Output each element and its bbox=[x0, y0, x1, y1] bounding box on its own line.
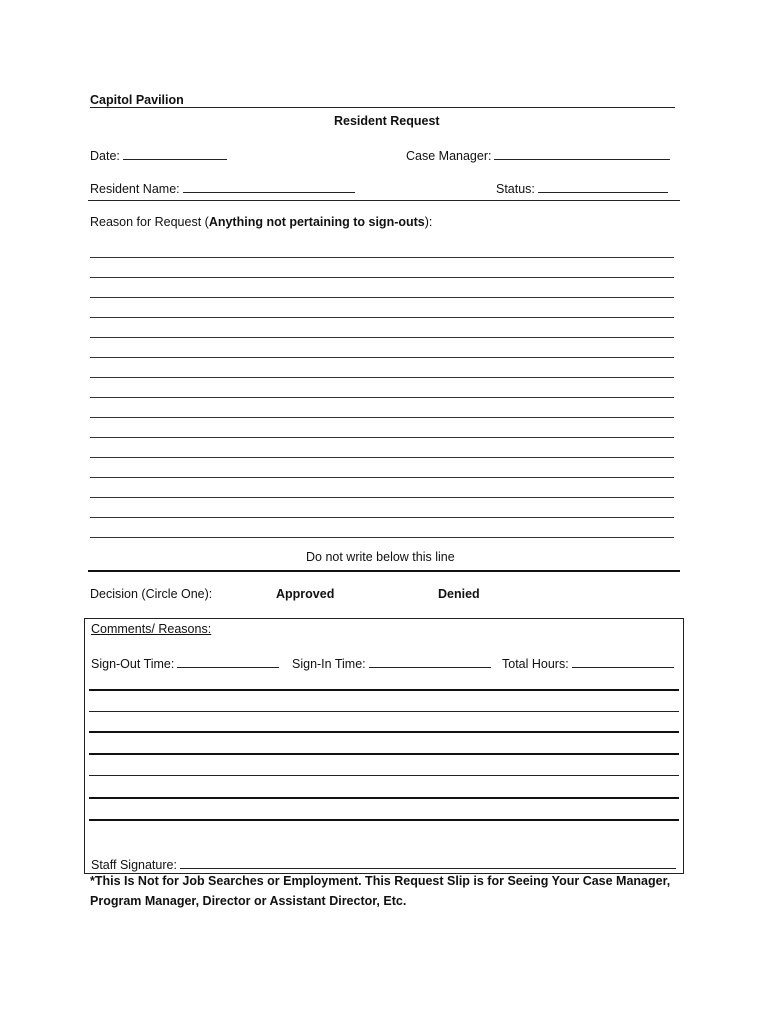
total-hours-label: Total Hours: bbox=[502, 657, 569, 671]
resident-name-label: Resident Name: bbox=[90, 182, 180, 196]
reason-line[interactable] bbox=[90, 297, 674, 298]
reason-line[interactable] bbox=[90, 477, 674, 478]
case-manager-field[interactable] bbox=[406, 147, 670, 163]
sign-out-time-blank[interactable] bbox=[177, 655, 279, 668]
approved-option[interactable]: Approved bbox=[276, 587, 335, 601]
case-manager-label: Case Manager: bbox=[406, 149, 492, 163]
date-blank[interactable] bbox=[123, 147, 227, 160]
status-blank[interactable] bbox=[538, 180, 668, 193]
date-field[interactable] bbox=[90, 147, 227, 163]
status-label: Status: bbox=[496, 182, 535, 196]
reason-line[interactable] bbox=[90, 317, 674, 318]
reason-line[interactable] bbox=[90, 457, 674, 458]
sign-out-time-label: Sign-Out Time: bbox=[91, 657, 175, 671]
reason-line[interactable] bbox=[90, 277, 674, 278]
comments-label: Comments/ Reasons: bbox=[91, 622, 212, 636]
reason-line[interactable] bbox=[90, 377, 674, 378]
resident-name-blank[interactable] bbox=[183, 180, 355, 193]
reason-line[interactable] bbox=[90, 437, 674, 438]
staff-signature-blank[interactable] bbox=[180, 856, 676, 869]
footer-note-line2: Program Manager, Director or Assistant Director, Etc. bbox=[90, 894, 407, 908]
comment-line[interactable] bbox=[89, 711, 679, 712]
total-hours-field[interactable] bbox=[502, 655, 674, 671]
reason-label-suffix: ): bbox=[424, 215, 433, 229]
comment-line[interactable] bbox=[89, 797, 679, 799]
comment-line[interactable] bbox=[89, 819, 679, 821]
resident-name-field[interactable] bbox=[90, 180, 355, 196]
denied-option[interactable]: Denied bbox=[438, 587, 480, 601]
reason-line[interactable] bbox=[90, 417, 674, 418]
header-divider bbox=[88, 200, 680, 201]
do-not-write-note: Do not write below this line bbox=[306, 550, 455, 564]
reason-line[interactable] bbox=[90, 257, 674, 258]
reason-line[interactable] bbox=[90, 397, 674, 398]
reason-line[interactable] bbox=[90, 337, 674, 338]
total-hours-blank[interactable] bbox=[572, 655, 674, 668]
staff-signature-field[interactable] bbox=[91, 856, 676, 872]
reason-line[interactable] bbox=[90, 357, 674, 358]
case-manager-blank[interactable] bbox=[494, 147, 670, 160]
header-underline bbox=[90, 107, 675, 108]
sign-in-time-label: Sign-In Time: bbox=[292, 657, 366, 671]
sign-in-time-blank[interactable] bbox=[369, 655, 491, 668]
comment-line[interactable] bbox=[89, 731, 679, 733]
comment-line[interactable] bbox=[89, 753, 679, 755]
reason-label-bold: Anything not pertaining to sign-outs bbox=[208, 215, 425, 229]
comment-line[interactable] bbox=[89, 775, 679, 776]
staff-section-box bbox=[84, 618, 684, 874]
form-title: Resident Request bbox=[334, 114, 440, 128]
sign-out-time-field[interactable] bbox=[91, 655, 279, 671]
decision-label: Decision (Circle One): bbox=[90, 587, 213, 601]
reason-label-prefix: Reason for Request ( bbox=[90, 215, 209, 229]
date-label: Date: bbox=[90, 149, 120, 163]
reason-line[interactable] bbox=[90, 497, 674, 498]
status-field[interactable] bbox=[496, 180, 668, 196]
facility-name: Capitol Pavilion bbox=[90, 93, 184, 107]
footer-note-line1: *This Is Not for Job Searches or Employment. This Request Slip is for Seeing Your Case Manager, bbox=[90, 874, 671, 888]
staff-signature-label: Staff Signature: bbox=[91, 858, 177, 872]
sign-in-time-field[interactable] bbox=[292, 655, 491, 671]
reason-line[interactable] bbox=[90, 517, 674, 518]
do-not-write-divider bbox=[88, 570, 680, 572]
comment-line[interactable] bbox=[89, 689, 679, 691]
reason-label bbox=[90, 215, 432, 229]
reason-line[interactable] bbox=[90, 537, 674, 538]
